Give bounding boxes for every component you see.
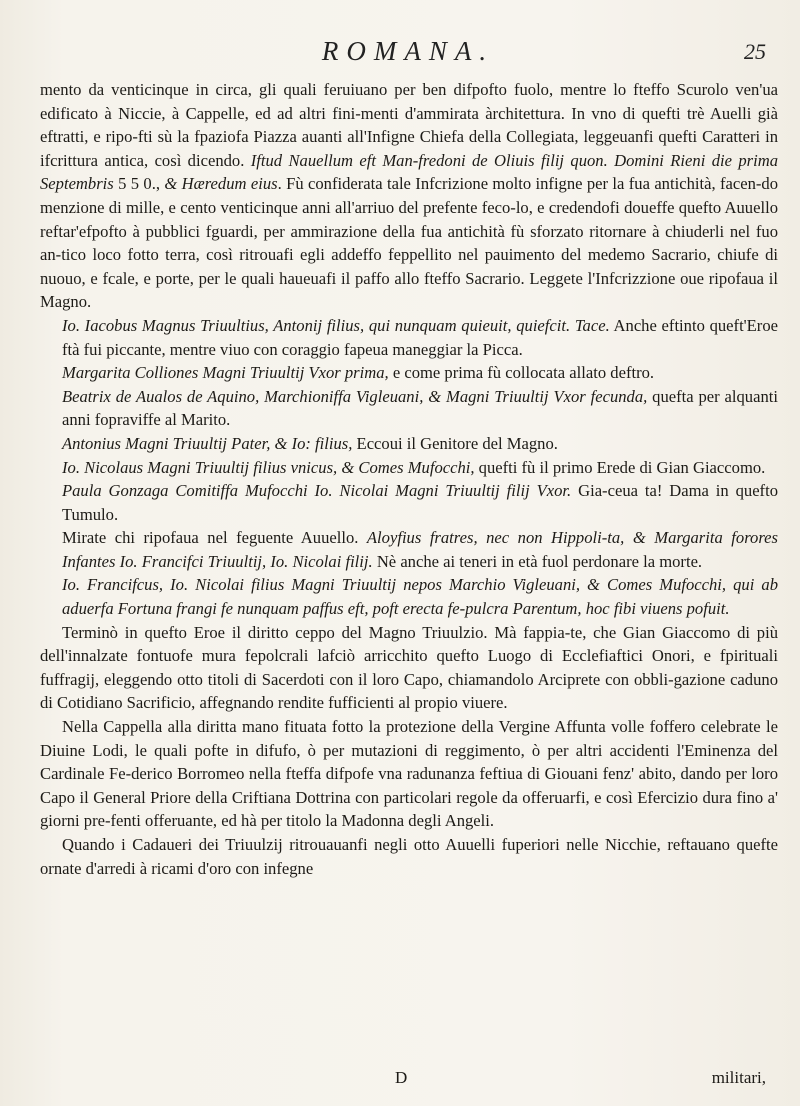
paragraph: [40, 621, 778, 715]
catchword: militari,: [711, 1068, 766, 1087]
page-number: 25: [744, 39, 766, 64]
page-header: [40, 36, 776, 70]
latin-inscription: Beatrix de Aualos de Aquino, Marchioniffa Vigleuani, & Magni Triuultij Vxor fecunda,: [62, 386, 648, 406]
running-head: ROMANA.: [321, 36, 495, 66]
paragraph: [40, 456, 778, 480]
paragraph: [40, 385, 778, 432]
latin-inscription: Iftud Nauellum eft Man-fredoni de Oliuis filij quon. Domini Rieni die prima Septembris: [40, 150, 778, 194]
paragraph: [40, 715, 778, 833]
paragraph: [40, 526, 778, 573]
text-run: Quando i Cadaueri dei Triuulzij ritrouauanfi negli otto Auuelli fuperiori nelle Nicchie, reftauano quefte ornate d'arredi à ricami d'oro con infegne: [40, 835, 778, 878]
paragraph: [40, 432, 778, 456]
latin-inscription: Io. Nicolaus Magni Triuultij filius vnicus, & Comes Mufocchi,: [62, 457, 475, 477]
text-run: Gia-ceua ta! Dama in quefto Tumulo.: [62, 481, 778, 524]
text-run: Nè anche ai teneri in età fuol perdonare la morte.: [372, 551, 703, 571]
text-run: Anche eftinto queft'Eroe ftà fui piccante, mentre viuo con coraggio fapeua maneggiar la Picca.: [62, 315, 778, 359]
latin-inscription: Aloyfius fratres, nec non Hippoli-ta, & Margarita forores Infantes Io. Francifci Triuultij, Io. Nicolai filij.: [62, 528, 778, 571]
latin-inscription: Io. Iacobus Magnus Triuultius, Antonij filius, qui nunquam quieuit, quiefcit. Tace.: [62, 315, 610, 335]
text-run: 5 5 0.,: [113, 174, 165, 194]
text-run: Mirate chi ripofaua nel feguente Auuello.: [62, 528, 367, 548]
text-run: mento da venticinque in circa, gli quali feruiuano per ben difpofto fuolo, mentre lo fteffo Scurolo ven'ua edificato à Niccie, à Cappelle, ed ad altri fini-menti d'ammirata àrchitettura. In vno di quefti trè Auelli già eftratti, e ripo-fti sù la fpaziofa Piazza auanti all'Infigne Chiefa della Collegiata, leggeuanfi quefti Caratteri in ifcrittura antica, così dicendo.: [40, 80, 778, 170]
text-run: e come prima fù collocata allato deftro.: [388, 363, 655, 383]
paragraph: [40, 479, 778, 526]
latin-inscription: Margarita Colliones Magni Triuultij Vxor prima,: [62, 363, 389, 383]
paragraph: [40, 833, 778, 880]
latin-inscription: & Hæredum eius: [164, 174, 278, 194]
body-text: [40, 78, 778, 880]
text-run: . Fù confiderata tale Infcrizione molto infigne per la fua antichità, facen-do menzione di mille, e cento venticinque anni all'arriuo del prefente feco-lo, e credendofi doueffe quefto Auuello reftar'efpofto à pubblici fguardi, per ammirazione della fua antichità fù sforzato ritornare à chiuderli nel fuo an-tico loco fotto terra, così ritrouafi egli addeffo feppellito nel pauimento del medemo Sacrario, chiufe di nuouo, e fcale, e porte, per le quali haueuafi il paffo allo fteffo Sacrario. Leggete l'Infcrizzione oue ripofaua il Magno.: [40, 174, 778, 312]
paragraph: [40, 314, 778, 361]
text-run: Eccoui il Genitore del Magno.: [352, 433, 558, 453]
text-run: Terminò in quefto Eroe il diritto ceppo del Magno Triuulzio. Mà fappia-te, che Gian Giaccomo di più dell'innalzate fontuofe mura fepolcrali lafciò arricchito quefto Luogo di Ecclefiaftici Onori, e fpirituali fuffragij, eleggendo otto titoli di Sacerdoti con il loro Capo, chiamandolo Arciprete con obbli-gazione caduno di Cotidiano Sacrificio, affegnando rendite fufficienti al propio viuere.: [40, 622, 778, 713]
latin-inscription: Antonius Magni Triuultij Pater, & Io: filius,: [62, 433, 353, 453]
latin-inscription: Io. Francifcus, Io. Nicolai filius Magni Triuultij nepos Marchio Vigleuani, & Comes Mufocchi, qui ab aduerfa Fortuna frangi fe nunquam paffus eft, poft erecta fe-pulcra Parentum, hoc fibi viuens pofuit.: [62, 575, 778, 619]
paragraph: [40, 573, 778, 620]
latin-inscription: Paula Gonzaga Comitiffa Mufocchi Io. Nicolai Magni Triuultij filij Vxor.: [62, 481, 572, 501]
signature-mark: D: [395, 1068, 408, 1087]
text-run: Nella Cappella alla diritta mano fituata fotto la protezione della Vergine Affunta volle foffero celebrate le Diuine Lodi, le quali pofte in difufo, ò per mutazioni di reggimento, ò per altri accidenti l'Eminenza del Cardinale Fe-derico Borromeo nella fteffa difpofe vna radunanza feftiua di Giouani fenz' abito, dando per loro Capo il General Priore della Criftiana Dottrina con particolari regole da offeruarfi, e così Efercizio dura fino a' giorni pre-fenti offeruante, ed hà per titolo la Madonna degli Angeli.: [40, 717, 778, 831]
paragraph: [40, 78, 778, 314]
text-run: quefti fù il primo Erede di Gian Giaccomo.: [474, 457, 766, 477]
paragraph: [40, 361, 778, 385]
text-run: quefta per alquanti anni fopraviffe al Marito.: [62, 386, 778, 430]
